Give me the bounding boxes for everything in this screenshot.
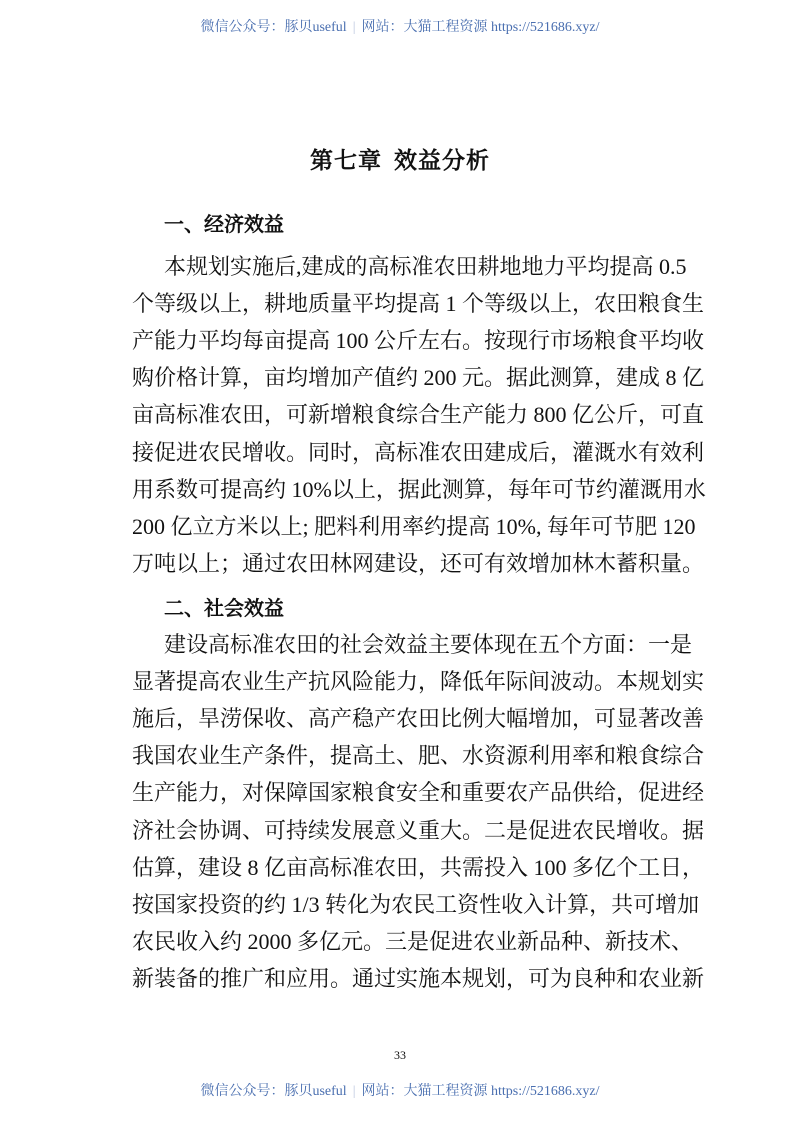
paragraph-line: 200 亿立方米以上; 肥料利用率约提高 10%, 每年可节肥 120 xyxy=(132,513,696,539)
chapter-title xyxy=(0,142,800,175)
paragraph-line: 个等级以上，耕地质量平均提高 1 个等级以上，农田粮食生 xyxy=(132,291,705,317)
paragraph-line: 新装备的推广和应用。通过实施本规划，可为良种和农业新 xyxy=(132,965,705,991)
watermark-site-link[interactable]: 网站：大猫工程资源 https://521686.xyz/ xyxy=(361,20,600,35)
paragraph-line: 亩高标准农田，可新增粮食综合生产能力 800 亿公斤，可直 xyxy=(132,402,705,428)
paragraph-line: 济社会协调、可持续发展意义重大。二是促进农民增收。据 xyxy=(132,817,705,843)
page-number: 33 xyxy=(394,1048,406,1062)
paragraph-line: 万吨以上；通过农田林网建设，还可有效增加林木蓄积量。 xyxy=(132,550,705,576)
paragraph-line: 显著提高农业生产抗风险能力，降低年际间波动。本规划实 xyxy=(132,669,705,695)
watermark-wechat: 微信公众号：豚贝useful xyxy=(200,20,347,35)
chapter-number: 第七章 xyxy=(310,148,382,173)
paragraph-line: 建设高标准农田的社会效益主要体现在五个方面：一是 xyxy=(164,632,693,657)
paragraph-line: 农民收入约 2000 多亿元。三是促进农业新品种、新技术、 xyxy=(132,928,694,954)
watermark-wechat: 微信公众号：豚贝useful xyxy=(200,1084,347,1099)
section-heading: 二、社会效益 xyxy=(164,598,284,620)
watermark-divider: | xyxy=(352,20,356,35)
paragraph-line: 用系数可提高约 10%以上，据此测算，每年可节约灌溉用水 xyxy=(132,476,706,502)
paragraph-line: 接促进农民增收。同时，高标准农田建成后，灌溉水有效利 xyxy=(132,439,705,465)
section-heading: 一、经济效益 xyxy=(164,214,284,236)
paragraph-line: 我国农业生产条件，提高土、肥、水资源利用率和粮食综合 xyxy=(132,743,705,769)
paragraph-line: 施后，旱涝保收、高产稳产农田比例大幅增加，可显著改善 xyxy=(132,706,705,732)
paragraph-line: 按国家投资的约 1/3 转化为农民工资性收入计算，共可增加 xyxy=(132,891,700,917)
paragraph-line: 估算，建设 8 亿亩高标准农田，共需投入 100 多亿个工日， xyxy=(132,854,705,880)
watermark-divider: | xyxy=(352,1084,356,1099)
watermark-site-link[interactable]: 网站：大猫工程资源 https://521686.xyz/ xyxy=(361,1084,600,1099)
paragraph-line: 本规划实施后,建成的高标准农田耕地地力平均提高 0.5 xyxy=(164,254,687,279)
chapter-name: 效益分析 xyxy=(394,148,490,173)
paragraph-line: 购价格计算，亩均增加产值约 200 元。据此测算，建成 8 亿 xyxy=(132,365,705,391)
footer-watermark xyxy=(0,1080,800,1100)
paragraph-line: 生产能力，对保障国家粮食安全和重要农产品供给，促进经 xyxy=(132,780,705,806)
paragraph-line: 产能力平均每亩提高 100 公斤左右。按现行市场粮食平均收 xyxy=(132,328,705,354)
header-watermark xyxy=(0,16,800,36)
